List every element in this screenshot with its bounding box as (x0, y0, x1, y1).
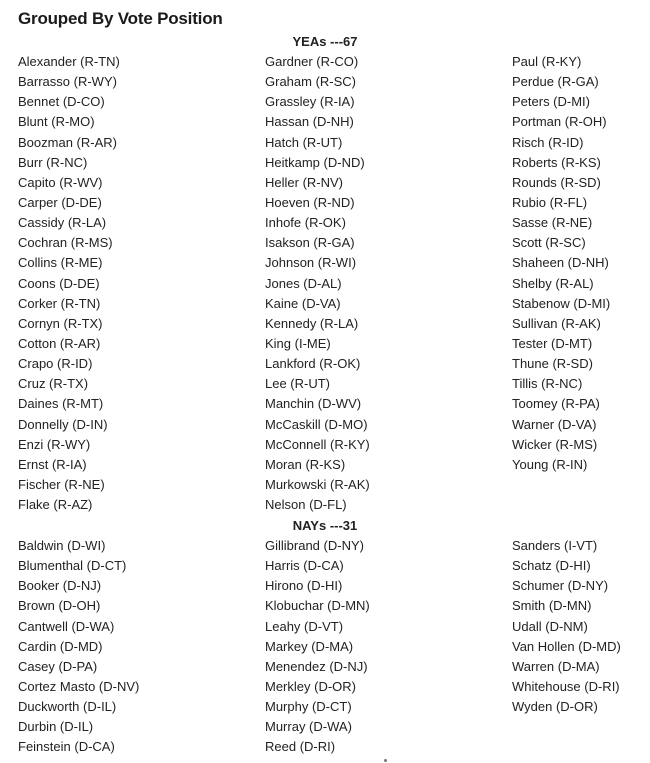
senator-entry: Moran (R-KS) (265, 456, 346, 472)
senator-entry: Baldwin (D-WI) (18, 538, 106, 553)
senator-entry: Murkowski (R-AK) (265, 476, 370, 492)
senator-entry: Portman (R-OH) (512, 114, 607, 130)
senator-entry: Toomey (R-PA) (512, 396, 600, 412)
senator-entry: Lankford (R-OK) (265, 356, 361, 372)
senator-entry: Risch (R-ID) (512, 134, 584, 150)
senator-entry: Merkley (D-OR) (265, 678, 356, 694)
senator-entry: Thune (R-SD) (512, 356, 593, 372)
senator-entry: Schatz (D-HI) (512, 558, 591, 574)
yeas-column-2 (265, 52, 370, 515)
senator-entry: Heller (R-NV) (265, 174, 343, 190)
senator-entry: Sanders (I-VT) (512, 538, 598, 553)
senator-entry: Lee (R-UT) (265, 376, 331, 392)
yeas-column-3 (512, 52, 610, 475)
senator-entry: Duckworth (D-IL) (18, 699, 117, 715)
senator-entry: Cardin (D-MD) (18, 638, 103, 654)
yeas-column-1 (18, 52, 120, 515)
senator-entry: Isakson (R-GA) (265, 235, 355, 251)
senator-entry: Murphy (D-CT) (265, 699, 352, 715)
senator-entry: Peters (D-MI) (512, 94, 590, 110)
senator-entry: Blunt (R-MO) (18, 114, 95, 130)
senator-entry: Stabenow (D-MI) (512, 295, 611, 311)
senator-entry: Hatch (R-UT) (265, 134, 343, 150)
senator-entry: Rounds (R-SD) (512, 174, 601, 190)
senator-entry: Murray (D-WA) (265, 719, 352, 735)
senator-entry: Manchin (D-WV) (265, 396, 362, 412)
senator-entry: Klobuchar (D-MN) (265, 598, 370, 614)
senator-entry: Wicker (R-MS) (512, 436, 598, 452)
senator-entry: Leahy (D-VT) (265, 618, 344, 634)
nays-column-2 (265, 536, 370, 758)
senator-entry: Durbin (D-IL) (18, 719, 94, 735)
senator-entry: Flake (R-AZ) (18, 497, 93, 513)
senator-entry: Crapo (R-ID) (18, 356, 93, 372)
senator-entry: Boozman (R-AR) (18, 134, 117, 150)
senator-entry: Paul (R-KY) (512, 54, 582, 69)
senator-entry: Gardner (R-CO) (265, 54, 359, 69)
senator-entry: Sullivan (R-AK) (512, 315, 601, 331)
senator-entry: Barrasso (R-WY) (18, 74, 117, 90)
nays-column-1 (18, 536, 139, 758)
senator-entry: Gillibrand (D-NY) (265, 538, 364, 553)
senator-entry: Bennet (D-CO) (18, 94, 105, 110)
senator-entry: Hoeven (R-ND) (265, 194, 355, 210)
cropped-edge-dot (384, 759, 387, 762)
senator-entry: Johnson (R-WI) (265, 255, 357, 271)
nays-section-title: NAYs ---31 (292, 518, 358, 533)
senator-entry: Capito (R-WV) (18, 174, 103, 190)
senator-entry: Enzi (R-WY) (18, 436, 91, 452)
senator-entry: Sasse (R-NE) (512, 215, 593, 231)
senator-entry: Van Hollen (D-MD) (512, 638, 621, 654)
senator-entry: Inhofe (R-OK) (265, 215, 346, 231)
nays-column-3 (512, 536, 621, 717)
senator-entry: McCaskill (D-MO) (265, 416, 368, 432)
senator-entry: McConnell (R-KY) (265, 436, 370, 452)
senator-entry: Cornyn (R-TX) (18, 315, 103, 331)
senator-entry: Coons (D-DE) (18, 275, 100, 291)
senator-entry: Collins (R-ME) (18, 255, 103, 271)
senator-entry: Booker (D-NJ) (18, 578, 102, 594)
senator-entry: Schumer (D-NY) (512, 578, 609, 594)
senator-entry: Burr (R-NC) (18, 154, 88, 170)
senator-entry: Nelson (D-FL) (265, 497, 347, 513)
senator-entry: King (I-ME) (265, 335, 331, 351)
senator-entry: Donnelly (D-IN) (18, 416, 108, 432)
senator-entry: Cruz (R-TX) (18, 376, 89, 392)
senator-entry: Wyden (D-OR) (512, 699, 598, 715)
senator-entry: Scott (R-SC) (512, 235, 586, 251)
senator-entry: Corker (R-TN) (18, 295, 101, 311)
senator-entry: Kaine (D-VA) (265, 295, 341, 311)
senator-entry: Heitkamp (D-ND) (265, 154, 365, 170)
senator-entry: Smith (D-MN) (512, 598, 592, 614)
senator-entry: Warner (D-VA) (512, 416, 597, 432)
senator-entry: Harris (D-CA) (265, 558, 344, 574)
senator-entry: Shaheen (D-NH) (512, 255, 609, 271)
senator-entry: Udall (D-NM) (512, 618, 588, 634)
senator-entry: Kennedy (R-LA) (265, 315, 359, 331)
senator-entry: Cantwell (D-WA) (18, 618, 115, 634)
senator-entry: Whitehouse (D-RI) (512, 678, 620, 694)
senator-entry: Hassan (D-NH) (265, 114, 354, 130)
senator-entry: Jones (D-AL) (265, 275, 342, 291)
senator-entry: Daines (R-MT) (18, 396, 104, 412)
senator-entry: Warren (D-MA) (512, 658, 600, 674)
senator-entry: Tillis (R-NC) (512, 376, 583, 392)
senator-entry: Tester (D-MT) (512, 335, 593, 351)
senator-entry: Brown (D-OH) (18, 598, 101, 614)
senator-entry: Cotton (R-AR) (18, 335, 101, 351)
senator-entry: Reed (D-RI) (265, 739, 336, 755)
senator-entry: Hirono (D-HI) (265, 578, 343, 594)
senator-entry: Graham (R-SC) (265, 74, 357, 90)
senator-entry: Grassley (R-IA) (265, 94, 355, 110)
page-heading: Grouped By Vote Position (18, 9, 223, 28)
senator-entry: Casey (D-PA) (18, 658, 98, 674)
senator-entry: Feinstein (D-CA) (18, 739, 115, 755)
senator-entry: Perdue (R-GA) (512, 74, 599, 90)
senator-entry: Carper (D-DE) (18, 194, 102, 210)
senator-entry: Rubio (R-FL) (512, 194, 588, 210)
senator-entry: Cochran (R-MS) (18, 235, 113, 251)
senator-entry: Menendez (D-NJ) (265, 658, 368, 674)
senator-entry: Alexander (R-TN) (18, 54, 120, 69)
senator-entry: Ernst (R-IA) (18, 456, 87, 472)
senator-entry: Blumenthal (D-CT) (18, 558, 127, 574)
senator-entry: Young (R-IN) (512, 456, 588, 472)
senator-entry: Roberts (R-KS) (512, 154, 601, 170)
senator-entry: Cortez Masto (D-NV) (18, 678, 140, 694)
senator-entry: Cassidy (R-LA) (18, 215, 107, 231)
senator-entry: Markey (D-MA) (265, 638, 354, 654)
yeas-section-title: YEAs ---67 (292, 34, 358, 49)
senator-entry: Fischer (R-NE) (18, 476, 105, 492)
senator-entry: Shelby (R-AL) (512, 275, 594, 291)
